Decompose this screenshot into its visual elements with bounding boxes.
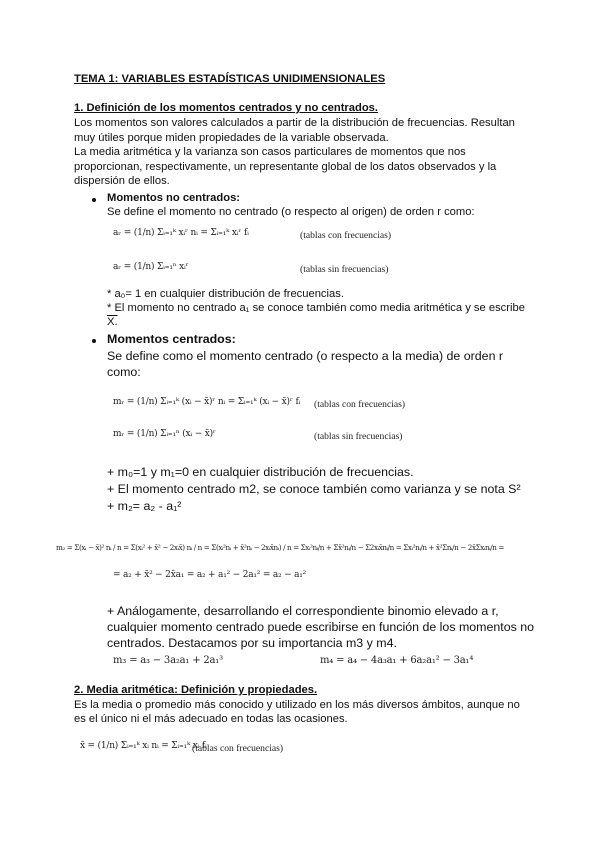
document-title: TEMA 1: VARIABLES ESTADÍSTICAS UNIDIMENSIONALES [74,73,386,85]
section1-paragraph-line: Los momentos son valores calculados a partir de la distribución de frecuencias. Resultan [74,117,515,129]
noncentered-definition: Se define el momento no centrado (o respecto al origen) de orden r como: [107,206,475,218]
formula-m4: m₄ = a₄ − 4a₃a₁ + 6a₂a₁² − 3a₁⁴ [320,655,474,666]
label-without-freq: (tablas sin frecuencias) [300,264,389,275]
centered-heading: Momentos centrados: [107,332,236,346]
formula-mean: x̄ = (1/n) Σᵢ₌₁ᵏ xᵢ nᵢ = Σᵢ₌₁ᵏ xᵢ fᵢ [80,741,207,751]
section1-paragraph-line: muy útiles porque miden propiedades de la variable observada. [74,132,389,144]
bullet-icon [92,198,96,202]
analog-paragraph-line: centrados. Destacamos por su importancia m3 y m4. [107,636,397,650]
section1-paragraph-line: dispersión de ellos. [74,175,170,187]
label-mean: (tablas con frecuencias) [192,743,284,754]
section2-paragraph-line: es el único ni el más adecuado en todas las ocasiones. [74,713,348,725]
formula-m3: m₃ = a₃ − 3a₂a₁ + 2a₁³ [113,655,223,666]
label-with-freq: (tablas con frecuencias) [300,230,392,241]
section1-heading: 1. Definición de los momentos centrados y no centrados. [74,102,378,114]
centered-note: + m₀=1 y m₁=0 en cualquier distribución de frecuencias. [107,465,414,479]
centered-definition: Se define como el momento centrado (o respecto a la media) de orden r [107,349,504,363]
noncentered-note: * El momento no centrado a₁ se conoce también como media aritmética y se escribe [107,302,525,314]
formula-noncentered-without-freq: aᵣ = (1/n) Σᵢ₌₁ⁿ xᵢʳ [113,262,189,272]
label-without-freq: (tablas sin frecuencias) [314,431,403,442]
label-with-freq: (tablas con frecuencias) [314,399,406,410]
analog-paragraph-line: cualquier momento centrado puede escribirse en función de los momentos no [107,620,535,634]
centered-definition: como: [107,365,141,379]
bullet-icon [92,339,96,343]
noncentered-note: X. [107,316,118,328]
m2-derivation-line: m₂ = Σ(xᵢ − x̄)² nᵢ / n = Σ(xᵢ² + x̄² − 2xᵢx̄) nᵢ / n = Σ(xᵢ²nᵢ + x̄²nᵢ − 2xᵢx̄nᵢ) / n = Σxᵢ²nᵢ/n + Σx̄²nᵢ/n − Σ2xᵢx̄nᵢ/n = Σxᵢ²nᵢ/n + x̄²Σnᵢ/n − 2x̄Σxᵢnᵢ/n = [56,543,505,552]
section1-paragraph-line: proporcionan, respectivamente, un representante global de los datos observados y la [74,161,497,173]
centered-note: + El momento centrado m2, se conoce también como varianza y se nota S² [107,482,521,496]
noncentered-heading: Momentos no centrados: [107,192,241,204]
section1-paragraph-line: La media aritmética y la varianza son casos particulares de momentos que nos [74,146,466,158]
section2-paragraph-line: Es la media o promedio más conocido y utilizado en los más diversos ámbitos, aunque no [74,699,520,711]
section2-heading: 2. Media aritmética: Definición y propiedades. [74,684,318,696]
formula-centered-with-freq: mᵣ = (1/n) Σᵢ₌₁ᵏ (xᵢ − x̄)ʳ nᵢ = Σᵢ₌₁ᵏ (xᵢ − x̄)ʳ fᵢ [113,397,301,407]
m2-derivation-result: = a₂ + x̄² − 2x̄a₁ = a₂ + a₁² − 2a₁² = a₂ − a₁² [113,570,307,580]
formula-noncentered-with-freq: aᵣ = (1/n) Σᵢ₌₁ᵏ xᵢʳ nᵢ = Σᵢ₌₁ᵏ xᵢʳ fᵢ [113,228,249,238]
formula-centered-without-freq: mᵣ = (1/n) Σᵢ₌₁ⁿ (xᵢ − x̄)ʳ [113,429,216,439]
analog-paragraph-line: + Análogamente, desarrollando el correspondiente binomio elevado a r, [107,604,499,618]
noncentered-note: * a₀= 1 en cualquier distribución de frecuencias. [107,288,344,300]
centered-note: + m₂= a₂ - a₁² [107,499,182,513]
